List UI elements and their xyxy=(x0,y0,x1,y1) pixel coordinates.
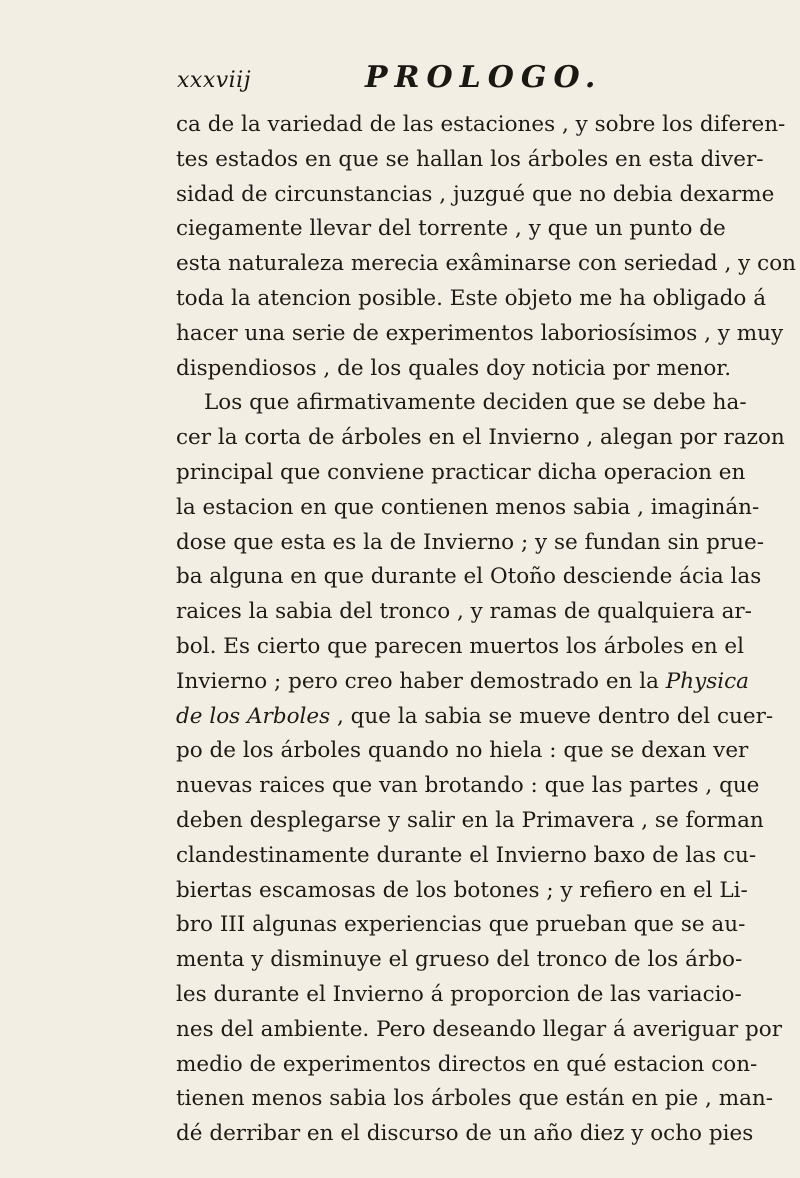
text-line: toda la atencion posible. Este objeto me ha obligado á xyxy=(176,285,767,311)
text-segment: , que la sabia se mueve dentro del cuer- xyxy=(330,703,774,729)
body-text xyxy=(176,108,796,1152)
text-line: Los que afirmativamente deciden que se debe ha- xyxy=(204,390,747,416)
text-line: nuevas raices que van brotando : que las partes , que xyxy=(176,773,760,799)
text-line: les durante el Invierno á proporcion de las variacio- xyxy=(176,981,742,1007)
text-line: raices la sabia del tronco , y ramas de qualquiera ar- xyxy=(176,599,752,625)
text-line: ciegamente llevar del torrente , y que un punto de xyxy=(176,216,726,242)
text-line: hacer una serie de experimentos laboriosísimos , y muy xyxy=(176,320,784,346)
text-line: medio de experimentos directos en qué estacion con- xyxy=(176,1051,758,1077)
text-line: bro III algunas experiencias que prueban que se au- xyxy=(176,912,746,938)
italic-book-title: Physica xyxy=(665,668,749,694)
text-line: nes del ambiente. Pero deseando llegar á averiguar por xyxy=(176,1016,782,1042)
text-line: menta y disminuye el grueso del tronco de los árbo- xyxy=(176,947,743,973)
text-line: dé derribar en el discurso de un año diez y ocho pies xyxy=(176,1121,754,1147)
page-header xyxy=(0,60,800,100)
running-title: PROLOGO. xyxy=(365,60,603,95)
text-line: cer la corta de árboles en el Invierno , alegan por razon xyxy=(176,425,785,451)
text-line: bol. Es cierto que parecen muertos los árboles en el xyxy=(176,633,744,659)
text-line: po de los árboles quando no hiela : que se dexan ver xyxy=(176,738,749,764)
text-line xyxy=(176,665,749,700)
text-line: dose que esta es la de Invierno ; y se fundan sin prue- xyxy=(176,529,764,555)
text-line: dispendiosos , de los quales doy noticia por menor. xyxy=(176,355,732,381)
text-line: la estacion en que contienen menos sabia , imaginán- xyxy=(176,494,760,520)
page-number: xxxviij xyxy=(177,68,252,93)
text-line: ba alguna en que durante el Otoño desciende ácia las xyxy=(176,564,762,590)
text-line: ca de la variedad de las estaciones , y sobre los diferen- xyxy=(176,112,786,137)
text-line: principal que conviene practicar dicha operacion en xyxy=(176,459,746,485)
text-line: tienen menos sabia los árboles que están en pie , man- xyxy=(176,1086,774,1112)
text-line: clandestinamente durante el Invierno baxo de las cu- xyxy=(176,842,757,868)
text-line: biertas escamosas de los botones ; y refiero en el Li- xyxy=(176,877,748,903)
text-segment: Invierno ; pero creo haber demostrado en la xyxy=(176,668,666,694)
italic-book-title: de los Arboles xyxy=(176,703,331,729)
text-line: sidad de circunstancias , juzgué que no debia dexarme xyxy=(176,181,775,207)
text-line xyxy=(176,700,774,735)
text-line: deben desplegarse y salir en la Primavera , se forman xyxy=(176,807,764,833)
text-line: tes estados en que se hallan los árboles en esta diver- xyxy=(176,146,764,172)
text-line: esta naturaleza merecia exâminarse con seriedad , y con xyxy=(176,251,796,277)
